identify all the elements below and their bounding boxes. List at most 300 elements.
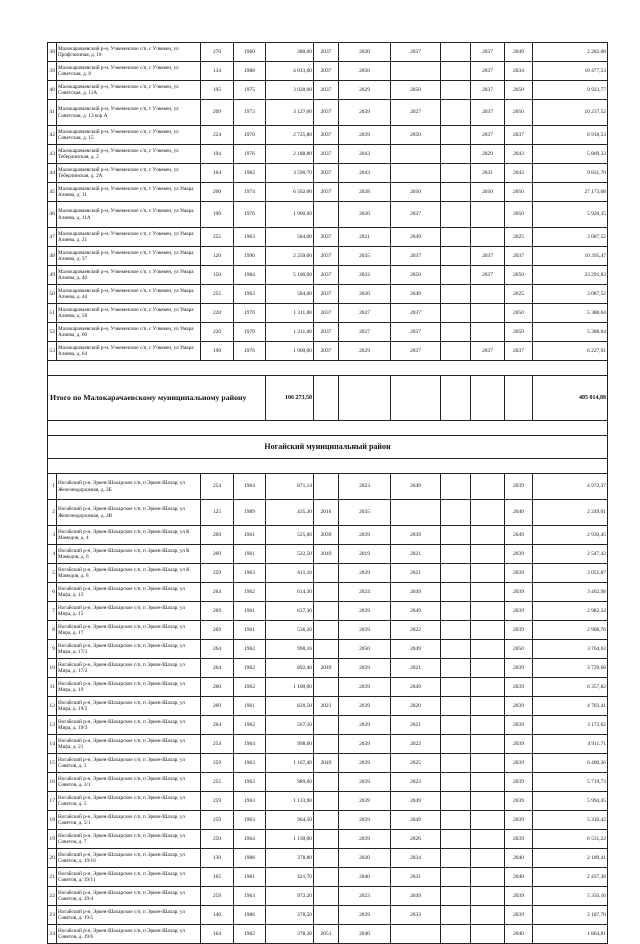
address-cell: Малокарачаевский р-н, Учкекенское с/п, с Учкекен, ул Умара Алиева, д. 44 — [57, 285, 201, 304]
total-cost-cell: 5 388,64 — [533, 304, 608, 323]
row-number: 6 — [48, 583, 57, 602]
year-col-1 — [314, 735, 339, 754]
table-row — [48, 849, 608, 868]
year-col-6: 2039 — [505, 735, 533, 754]
year-col-4 — [441, 126, 471, 145]
year-col-3 — [391, 145, 441, 164]
year-col-5: 2037 — [471, 247, 505, 266]
year-col-3: 2037 — [391, 304, 441, 323]
year-col-1: 2037 — [314, 164, 339, 183]
area-cell: 259 — [201, 754, 234, 773]
year-col-5: 2050 — [471, 183, 505, 202]
year-col-4 — [441, 342, 471, 361]
cost-cell: 989,60 — [266, 773, 314, 792]
address-cell: Малокарачаевский р-н, Учкекенское с/п, с Учкекен, ул Теберлинская, д. 2А — [57, 164, 201, 183]
address-cell: Малокарачаевский р-н, Учкекенское с/п, с Учкекен, ул Умара Алиева, д. 58 — [57, 304, 201, 323]
table-row — [48, 247, 608, 266]
row-number: 38 — [48, 43, 57, 62]
year-col-2: 2021 — [339, 228, 391, 247]
total-cost-cell: 5 994,45 — [533, 792, 608, 811]
year-col-1: 2037 — [314, 183, 339, 202]
year-col-1: 2049 — [314, 545, 339, 564]
address-cell: Ногайский р-н, Эркен-Шахарское с/п, п Эркен-Шахар, ул К Мамедов, д. 8 — [57, 564, 201, 583]
cost-cell: 972,20 — [266, 887, 314, 906]
year-col-2: 2039 — [339, 678, 391, 697]
year-col-5 — [471, 811, 505, 830]
year-cell: 1988 — [234, 62, 266, 81]
cost-cell: 378,20 — [266, 925, 314, 944]
address-cell: Малокарачаевский р-н, Учкекенское с/п, с Учкекен, ул Советская, д. 15 — [57, 126, 201, 145]
cost-cell: 3 596,70 — [266, 164, 314, 183]
address-cell: Малокарачаевский р-н, Учкекенское с/п, с Учкекен, ул Теберлинская, д. 2 — [57, 145, 201, 164]
total-cost-cell: 3 764,63 — [533, 640, 608, 659]
total-cost-cell: 1 864,81 — [533, 925, 608, 944]
total-cost-cell: 9 923,77 — [533, 81, 608, 100]
year-col-3: 2049 — [391, 474, 441, 500]
year-col-2: 2039 — [339, 735, 391, 754]
year-col-6: 2037 — [505, 126, 533, 145]
table-row — [48, 342, 608, 361]
year-col-2: 2039 — [339, 792, 391, 811]
row-number: 45 — [48, 183, 57, 202]
year-col-4 — [441, 830, 471, 849]
year-col-5 — [471, 640, 505, 659]
year-col-6: 2039 — [505, 887, 533, 906]
cost-cell: 1 311,00 — [266, 323, 314, 342]
year-col-3: 2050 — [391, 266, 441, 285]
address-cell: Малокарачаевский р-н, Учкекенское с/п, с Учкекен, ул Умара Алиева, д. 60 — [57, 323, 201, 342]
year-col-6: 2039 — [505, 830, 533, 849]
year-col-5 — [471, 621, 505, 640]
table-row — [48, 100, 608, 126]
row-number: 1 — [48, 474, 57, 500]
table-row — [48, 304, 608, 323]
cost-cell: 584,00 — [266, 285, 314, 304]
row-number: 9 — [48, 640, 57, 659]
year-col-3: 2050 — [391, 183, 441, 202]
area-cell: 194 — [201, 145, 234, 164]
cost-cell: 2 188,80 — [266, 145, 314, 164]
year-col-2: 2039 — [339, 716, 391, 735]
year-cell: 1963 — [234, 754, 266, 773]
year-col-5: 2037 — [471, 126, 505, 145]
year-col-2: 2039 — [339, 126, 391, 145]
table-row — [48, 868, 608, 887]
year-col-4 — [441, 183, 471, 202]
year-col-4 — [441, 474, 471, 500]
row-number: 39 — [48, 62, 57, 81]
address-cell: Малокарачаевский р-н, Учкекенское с/п, с Учкекен, ул Умара Алиева, д. 40 — [57, 266, 201, 285]
year-col-5 — [471, 678, 505, 697]
district-total-row — [48, 376, 608, 421]
cost-cell: 892,40 — [266, 659, 314, 678]
table-row — [48, 678, 608, 697]
year-col-2: 2023 — [339, 474, 391, 500]
cost-cell: 611,10 — [266, 564, 314, 583]
area-cell: 224 — [201, 126, 234, 145]
area-cell: 134 — [201, 62, 234, 81]
table-row — [48, 164, 608, 183]
year-col-2: 2029 — [339, 81, 391, 100]
year-col-6: 2043 — [505, 164, 533, 183]
year-col-4 — [441, 304, 471, 323]
year-col-6: 2050 — [505, 266, 533, 285]
area-cell: 264 — [201, 716, 234, 735]
year-col-5 — [471, 304, 505, 323]
area-cell: 255 — [201, 773, 234, 792]
cost-cell: 584,00 — [266, 228, 314, 247]
year-col-1: 2049 — [314, 754, 339, 773]
area-cell: 269 — [201, 526, 234, 545]
address-cell: Ногайский р-н, Эркен-Шахарское с/п, п Эркен-Шахар, ул Железнодорожная, д. 4В — [57, 500, 201, 526]
year-col-4 — [441, 773, 471, 792]
year-col-2: 2032 — [339, 266, 391, 285]
cost-cell: 4 013,60 — [266, 62, 314, 81]
row-number: 2 — [48, 500, 57, 526]
year-col-2: 2050 — [339, 62, 391, 81]
year-col-5 — [471, 564, 505, 583]
row-number: 47 — [48, 228, 57, 247]
year-col-2: 2050 — [339, 640, 391, 659]
year-cell: 1976 — [234, 342, 266, 361]
area-cell: 270 — [201, 43, 234, 62]
year-col-6: 2037 — [505, 342, 533, 361]
total-cost-cell: 8 918,53 — [533, 126, 608, 145]
address-cell: Малокарачаевский р-н, Учкекенское с/п, с Учкекен, ул Умара Алиева, д. 21 — [57, 228, 201, 247]
year-col-4 — [441, 526, 471, 545]
area-cell: 195 — [201, 81, 234, 100]
year-col-1 — [314, 202, 339, 228]
district-total-label: Итого по Малокарачаевскому муниципальному району — [48, 376, 266, 421]
year-col-6: 2039 — [505, 906, 533, 925]
year-col-1 — [314, 849, 339, 868]
row-number: 46 — [48, 202, 57, 228]
year-col-5 — [471, 202, 505, 228]
year-col-5: 2037 — [471, 43, 505, 62]
area-cell: 200 — [201, 183, 234, 202]
total-cost-cell: 3 172,62 — [533, 716, 608, 735]
area-cell: 259 — [201, 811, 234, 830]
year-col-4 — [441, 735, 471, 754]
year-col-1: 2037 — [314, 285, 339, 304]
year-col-2: 2039 — [339, 564, 391, 583]
year-col-5 — [471, 925, 505, 944]
row-number: 5 — [48, 564, 57, 583]
year-col-5: 2037 — [471, 62, 505, 81]
address-cell: Малокарачаевский р-н, Учкекенское с/п, с Учкекен, ул Советская, д. 11А — [57, 81, 201, 100]
area-cell: 259 — [201, 564, 234, 583]
year-cell: 1986 — [234, 906, 266, 925]
table-row — [48, 830, 608, 849]
year-col-5 — [471, 716, 505, 735]
year-col-1: 2037 — [314, 100, 339, 126]
total-cost-cell: 6 400,36 — [533, 754, 608, 773]
year-col-1: 2037 — [314, 126, 339, 145]
total-cost-cell: 4 911,71 — [533, 735, 608, 754]
year-col-4 — [441, 792, 471, 811]
row-number: 4 — [48, 545, 57, 564]
area-cell: 190 — [201, 202, 234, 228]
year-col-1 — [314, 887, 339, 906]
row-number: 41 — [48, 100, 57, 126]
row-number: 10 — [48, 659, 57, 678]
year-col-3: 2049 — [391, 678, 441, 697]
year-col-6: 2039 — [505, 716, 533, 735]
year-col-2: 2039 — [339, 830, 391, 849]
year-col-2: 2039 — [339, 906, 391, 925]
year-col-6: 2039 — [505, 583, 533, 602]
year-col-6: 2050 — [505, 202, 533, 228]
year-cell: 1984 — [234, 266, 266, 285]
year-col-1: 2037 — [314, 62, 339, 81]
year-col-2: 2043 — [339, 164, 391, 183]
year-cell: 1974 — [234, 183, 266, 202]
year-col-4 — [441, 202, 471, 228]
year-col-3 — [391, 925, 441, 944]
year-col-3: 2050 — [391, 126, 441, 145]
year-col-2: 2039 — [339, 100, 391, 126]
table-row — [48, 716, 608, 735]
table-row — [48, 792, 608, 811]
year-col-6: 2025 — [505, 285, 533, 304]
total-cost-cell: 5 719,73 — [533, 773, 608, 792]
address-cell: Ногайский р-н, Эркен-Шахарское с/п, п Эркен-Шахар, ул Советов, д. 3/1 — [57, 773, 201, 792]
year-col-4 — [441, 323, 471, 342]
register-table — [47, 42, 608, 944]
total-cost-cell: 5 310,42 — [533, 811, 608, 830]
year-col-2: 2039 — [339, 659, 391, 678]
year-col-1 — [314, 792, 339, 811]
area-cell: 269 — [201, 602, 234, 621]
year-col-5: 2029 — [471, 145, 505, 164]
year-col-2: 2043 — [339, 145, 391, 164]
year-col-3: 2021 — [391, 545, 441, 564]
year-col-1 — [314, 583, 339, 602]
area-cell: 254 — [201, 735, 234, 754]
year-col-4 — [441, 164, 471, 183]
total-cost-cell: 6 357,82 — [533, 678, 608, 697]
year-col-3: 2037 — [391, 202, 441, 228]
area-cell: 164 — [201, 925, 234, 944]
table-row — [48, 640, 608, 659]
year-col-2: 2039 — [339, 621, 391, 640]
year-col-1 — [314, 474, 339, 500]
year-col-4 — [441, 145, 471, 164]
table-row — [48, 183, 608, 202]
year-col-6: 2039 — [505, 564, 533, 583]
area-cell: 164 — [201, 164, 234, 183]
year-col-4 — [441, 925, 471, 944]
area-cell: 165 — [201, 868, 234, 887]
year-col-1 — [314, 564, 339, 583]
year-col-5 — [471, 583, 505, 602]
address-cell: Ногайский р-н, Эркен-Шахарское с/п, п Эркен-Шахар, ул Советов, д. 5/1 — [57, 811, 201, 830]
address-cell: Ногайский р-н, Эркен-Шахарское с/п, п Эркен-Шахар, ул Советов, д. 3 — [57, 754, 201, 773]
area-cell: 150 — [201, 266, 234, 285]
year-col-6: 2050 — [505, 183, 533, 202]
year-col-1 — [314, 602, 339, 621]
area-cell: 255 — [201, 228, 234, 247]
year-cell: 1961 — [234, 545, 266, 564]
year-cell: 1962 — [234, 659, 266, 678]
cost-cell: 6 502,00 — [266, 183, 314, 202]
year-col-6: 2050 — [505, 100, 533, 126]
year-col-4 — [441, 564, 471, 583]
year-col-5 — [471, 906, 505, 925]
district-header: Ногайский муниципальный район — [48, 436, 608, 459]
total-cost-cell: 2 187,70 — [533, 906, 608, 925]
total-cost-cell: 27 173,08 — [533, 183, 608, 202]
area-cell: 190 — [201, 342, 234, 361]
row-number: 3 — [48, 526, 57, 545]
year-col-3: 2020 — [391, 697, 441, 716]
cost-cell: 5 100,00 — [266, 266, 314, 285]
year-col-3: 2049 — [391, 583, 441, 602]
year-col-1: 2049 — [314, 659, 339, 678]
year-col-5 — [471, 792, 505, 811]
row-number: 16 — [48, 773, 57, 792]
year-col-6: 2039 — [505, 697, 533, 716]
address-cell: Ногайский р-н, Эркен-Шахарское с/п, п Эркен-Шахар, ул Советов, д. 19/11 — [57, 868, 201, 887]
district-total-sum: 405 014,88 — [533, 376, 608, 421]
year-col-3: 2049 — [391, 602, 441, 621]
cost-cell: 1 130,00 — [266, 830, 314, 849]
cost-cell: 435,30 — [266, 500, 314, 526]
address-cell: Ногайский р-н, Эркен-Шахарское с/п, п Эркен-Шахар, ул Мира, д. 17/1 — [57, 640, 201, 659]
table-row — [48, 62, 608, 81]
total-cost-cell: 6 531,22 — [533, 830, 608, 849]
address-cell: Малокарачаевский р-н, Учкекенское с/п, с Учкекен, ул Умара Алиева, д. 11 — [57, 183, 201, 202]
year-col-1: 2037 — [314, 247, 339, 266]
total-cost-cell: 23 291,83 — [533, 266, 608, 285]
year-col-3: 2039 — [391, 526, 441, 545]
year-col-4 — [441, 697, 471, 716]
year-col-2: 2039 — [339, 602, 391, 621]
row-number: 52 — [48, 323, 57, 342]
area-cell: 250 — [201, 830, 234, 849]
year-col-3: 2049 — [391, 228, 441, 247]
area-cell: 120 — [201, 247, 234, 266]
year-col-1 — [314, 716, 339, 735]
address-cell: Ногайский р-н, Эркен-Шахарское с/п, п Эркен-Шахар, ул Советов, д. 19/10 — [57, 849, 201, 868]
cost-cell: 1 900,00 — [266, 202, 314, 228]
year-col-2: 2027 — [339, 323, 391, 342]
year-col-5: 2037 — [471, 266, 505, 285]
cost-cell: 567,10 — [266, 716, 314, 735]
year-cell: 1963 — [234, 887, 266, 906]
row-number: 48 — [48, 247, 57, 266]
row-number: 51 — [48, 304, 57, 323]
address-cell: Малокарачаевский р-н, Учкекенское с/п, с Учкекен, ул Умара Алиева, д. 11А — [57, 202, 201, 228]
year-col-1: 2051 — [314, 925, 339, 944]
area-cell: 220 — [201, 323, 234, 342]
year-col-1 — [314, 868, 339, 887]
year-col-3 — [391, 500, 441, 526]
table-row — [48, 754, 608, 773]
table-row — [48, 545, 608, 564]
section-a-body — [48, 43, 608, 361]
year-col-5 — [471, 285, 505, 304]
district-header-row — [48, 436, 608, 459]
address-cell: Ногайский р-н, Эркен-Шахарское с/п, п Эркен-Шахар, ул Мира, д. 19/3 — [57, 716, 201, 735]
year-col-4 — [441, 678, 471, 697]
row-number: 53 — [48, 342, 57, 361]
address-cell: Ногайский р-н, Эркен-Шахарское с/п, п Эркен-Шахар, ул Железнодорожная, д. 2Б — [57, 474, 201, 500]
year-col-5 — [471, 228, 505, 247]
year-col-4 — [441, 81, 471, 100]
year-col-4 — [441, 247, 471, 266]
row-number: 42 — [48, 126, 57, 145]
row-number: 49 — [48, 266, 57, 285]
year-col-4 — [441, 621, 471, 640]
year-col-4 — [441, 100, 471, 126]
year-col-4 — [441, 811, 471, 830]
year-cell: 1970 — [234, 304, 266, 323]
year-col-3: 2021 — [391, 564, 441, 583]
total-cost-cell: 5 926,35 — [533, 202, 608, 228]
row-number: 12 — [48, 697, 57, 716]
total-cost-cell: 2 249,01 — [533, 500, 608, 526]
year-col-6: 2039 — [505, 678, 533, 697]
year-col-1 — [314, 830, 339, 849]
row-number: 23 — [48, 906, 57, 925]
year-col-5 — [471, 849, 505, 868]
year-col-5 — [471, 735, 505, 754]
year-col-5 — [471, 323, 505, 342]
year-col-3: 2033 — [391, 906, 441, 925]
table-row — [48, 811, 608, 830]
year-col-2: 2039 — [339, 811, 391, 830]
year-col-3: 2022 — [391, 735, 441, 754]
year-col-5 — [471, 545, 505, 564]
year-cell: 1988 — [234, 849, 266, 868]
row-number: 50 — [48, 285, 57, 304]
address-cell: Ногайский р-н, Эркен-Шахарское с/п, п Эркен-Шахар, ул Мира, д. 15 — [57, 602, 201, 621]
table-row — [48, 81, 608, 100]
year-cell: 1975 — [234, 81, 266, 100]
year-col-6: 2039 — [505, 811, 533, 830]
cost-cell: 380,00 — [266, 43, 314, 62]
address-cell: Малокарачаевский р-н, Учкекенское с/п, с Учкекен, ул Профсоюзная, д. 18 — [57, 43, 201, 62]
total-cost-cell: 2 282,08 — [533, 43, 608, 62]
cost-cell: 1 100,00 — [266, 678, 314, 697]
year-col-6: 2050 — [505, 323, 533, 342]
year-cell: 1970 — [234, 323, 266, 342]
year-col-2: 2039 — [339, 526, 391, 545]
address-cell: Малокарачаевский р-н, Учкекенское с/п, с Учкекен, ул Советская, д. 13 кор А — [57, 100, 201, 126]
year-col-6: 2039 — [505, 773, 533, 792]
area-cell: 130 — [201, 849, 234, 868]
year-col-6: 2043 — [505, 145, 533, 164]
year-cell: 1976 — [234, 202, 266, 228]
year-cell: 1961 — [234, 697, 266, 716]
area-cell: 264 — [201, 659, 234, 678]
year-col-3: 2021 — [391, 659, 441, 678]
year-col-1: 2037 — [314, 145, 339, 164]
year-col-5 — [471, 659, 505, 678]
area-cell: 269 — [201, 621, 234, 640]
year-col-1: 2016 — [314, 500, 339, 526]
year-col-2: 2039 — [339, 754, 391, 773]
total-cost-cell: 3 739,68 — [533, 659, 608, 678]
year-col-6: 2040 — [505, 925, 533, 944]
table-row — [48, 735, 608, 754]
year-col-4 — [441, 228, 471, 247]
year-col-4 — [441, 887, 471, 906]
total-cost-cell: 3 051,87 — [533, 564, 608, 583]
row-number: 15 — [48, 754, 57, 773]
year-cell: 1961 — [234, 602, 266, 621]
